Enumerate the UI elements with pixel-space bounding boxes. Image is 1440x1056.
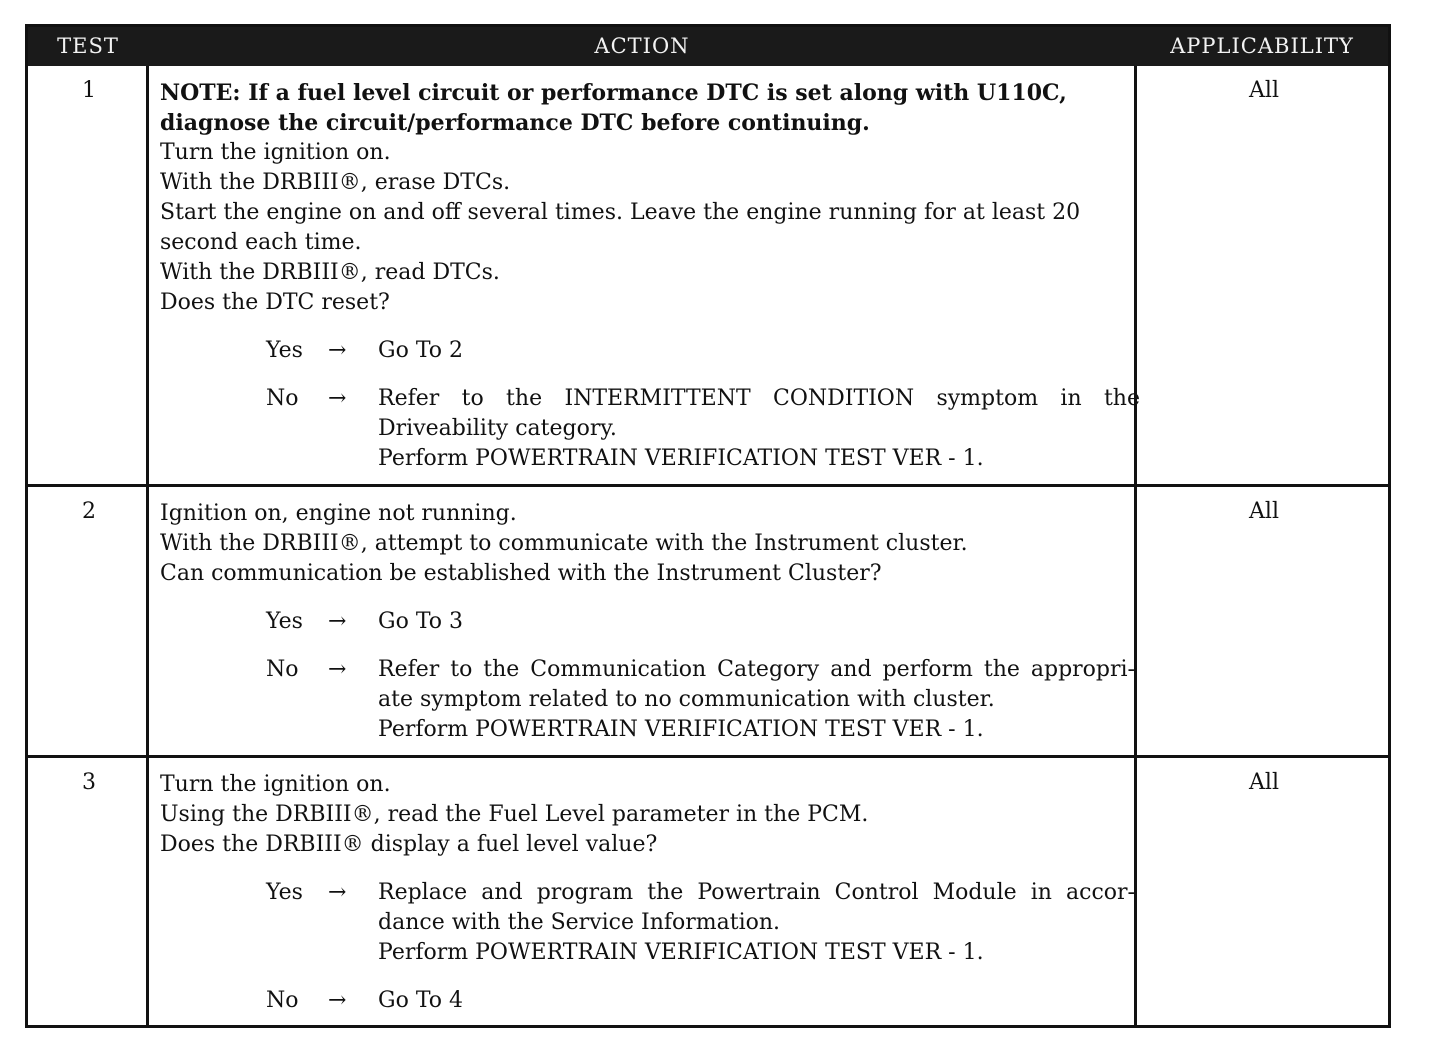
yes-response (160, 878, 1135, 968)
note-text: NOTE: If a fuel level circuit or performance DTC is set along with U110C, diagnose the circuit/performance DTC before continuing. (160, 80, 1067, 136)
yes-label: Yes (266, 880, 303, 905)
arrow-icon: → (328, 657, 347, 682)
step-text: Using the DRBIII®, read the Fuel Level parameter in the PCM. (160, 802, 869, 827)
header-action: ACTION (594, 34, 690, 58)
no-text: Refer to the Communication Category and perform the appropri-ate symptom related to no communication with cluster. (378, 657, 1135, 712)
test-number: 2 (82, 499, 96, 524)
arrow-icon: → (328, 338, 347, 363)
diagnostic-table (25, 24, 1391, 1028)
action-cell (160, 770, 1135, 1016)
table-row (28, 758, 1388, 1025)
test-number: 1 (82, 78, 96, 103)
yes-text: Replace and program the Powertrain Control Module in accor-dance with the Service Information. (378, 880, 1135, 935)
no-text: Refer to the INTERMITTENT CONDITION symptom in the Driveability category. (378, 386, 1140, 441)
arrow-icon: → (328, 880, 347, 905)
yes-text: Go To 2 (378, 338, 464, 363)
applicability-cell: All (1249, 499, 1279, 524)
no-response (160, 655, 1135, 745)
yes-text-verification: Perform POWERTRAIN VERIFICATION TEST VER - 1. (378, 940, 984, 965)
no-label: No (266, 657, 299, 682)
no-text-verification: Perform POWERTRAIN VERIFICATION TEST VER - 1. (378, 717, 984, 742)
no-response (160, 986, 1135, 1016)
yes-label: Yes (266, 338, 303, 363)
step-text: Ignition on, engine not running. (160, 501, 517, 526)
table-row (28, 487, 1388, 755)
no-text-verification: Perform POWERTRAIN VERIFICATION TEST VER - 1. (378, 446, 984, 471)
yes-response (160, 607, 1135, 637)
arrow-icon: → (328, 386, 347, 411)
step-text: Does the DTC reset? (160, 290, 390, 315)
step-text: With the DRBIII®, read DTCs. (160, 260, 500, 285)
header-test: TEST (57, 34, 119, 58)
no-response (160, 384, 1140, 474)
no-text: Go To 4 (378, 988, 464, 1013)
arrow-icon: → (328, 988, 347, 1013)
step-text: Can communication be established with the Instrument Cluster? (160, 561, 882, 586)
action-cell (160, 78, 1140, 474)
step-text: Start the engine on and off several times. Leave the engine running for at least 20 second each time. (160, 200, 1081, 255)
header-applicability: APPLICABILITY (1170, 34, 1354, 58)
arrow-icon: → (328, 609, 347, 634)
applicability-cell: All (1249, 78, 1279, 103)
step-text: With the DRBIII®, erase DTCs. (160, 170, 511, 195)
yes-response (160, 336, 1140, 366)
yes-text: Go To 3 (378, 609, 464, 634)
applicability-cell: All (1249, 770, 1279, 795)
step-text: With the DRBIII®, attempt to communicate with the Instrument cluster. (160, 531, 968, 556)
table-row (28, 66, 1388, 484)
test-number: 3 (82, 770, 96, 795)
no-label: No (266, 386, 299, 411)
action-cell (160, 499, 1135, 745)
step-text: Turn the ignition on. (160, 140, 391, 165)
no-label: No (266, 988, 299, 1013)
yes-label: Yes (266, 609, 303, 634)
step-text: Turn the ignition on. (160, 772, 391, 797)
step-text: Does the DRBIII® display a fuel level value? (160, 832, 658, 857)
table-header (28, 27, 1388, 66)
